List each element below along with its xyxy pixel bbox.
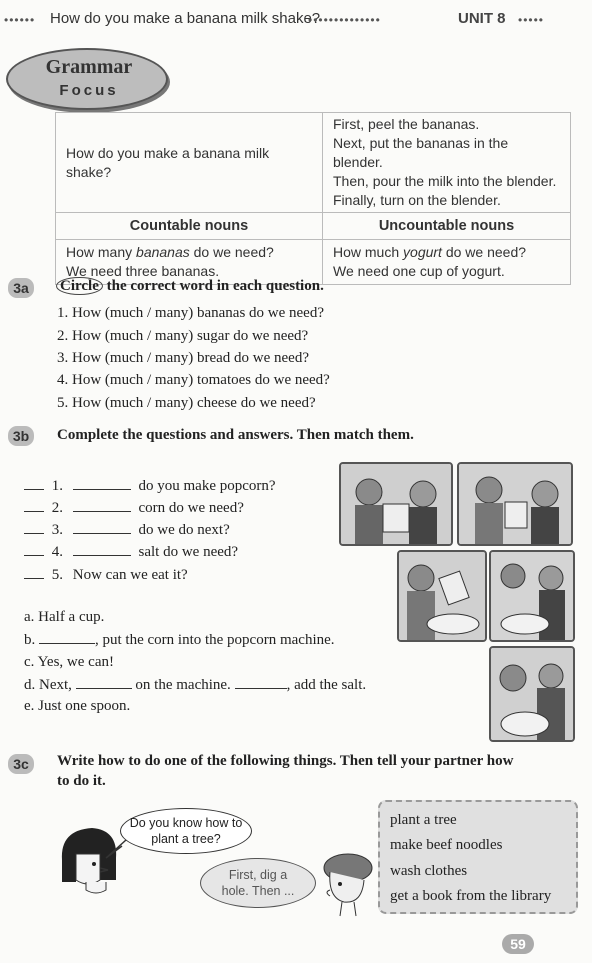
bubble2-line1: First, dig a: [228, 868, 288, 882]
uncountable-question: How much yogurt do we need?: [333, 244, 527, 260]
grammar-table: [55, 112, 571, 285]
uncountable-answer: We need one cup of yogurt.: [333, 263, 505, 279]
match-blank[interactable]: [24, 499, 44, 512]
adding-salt-illustration: [491, 552, 573, 640]
option-item: wash clothes: [390, 863, 468, 879]
circle-word: Circle: [56, 277, 103, 295]
uncountable-example: [323, 240, 571, 285]
question-3b-5: 5. Now can we eat it?: [24, 566, 188, 584]
word-blank[interactable]: [235, 676, 287, 689]
bubble1-line2: plant a tree?: [151, 832, 221, 846]
table-steps: [323, 113, 571, 213]
match-blank[interactable]: [24, 521, 44, 534]
header-title: How do you make a banana milk shake?: [50, 10, 321, 27]
instruction-3b: Complete the questions and answers. Then match them.: [57, 427, 414, 443]
comic-panel-5: [489, 646, 575, 742]
header-unit: UNIT 8: [458, 10, 506, 27]
bubble1-tail-icon: [104, 838, 128, 860]
step-4: Finally, turn on the blender.: [333, 192, 501, 208]
question-3a-1: 1. How (much / many) bananas do we need?: [57, 305, 324, 321]
grammar-focus-badge: [6, 48, 168, 110]
comic-panel-2: [457, 462, 573, 546]
countable-answer: We need three bananas.: [66, 263, 220, 279]
word-blank[interactable]: [73, 521, 131, 534]
countable-header: Countable nouns: [56, 213, 323, 240]
kids-with-corn-bag-illustration: [459, 464, 571, 544]
instruction-3a: Circle the correct word in each question.: [56, 278, 324, 295]
step-3: Then, pour the milk into the blender.: [333, 173, 557, 189]
match-blank[interactable]: [24, 543, 44, 556]
instruction-3c-line1: Write how to do one of the following things. Then tell your partner how: [57, 753, 514, 769]
question-3a-4: 4. How (much / many) tomatoes do we need?: [57, 372, 330, 388]
header-dots-right: •••••: [518, 13, 545, 27]
question-3a-5: 5. How (much / many) cheese do we need?: [57, 395, 316, 411]
header-dots-mid: ••••••••••••••: [308, 13, 381, 27]
answer-d: d. Next, on the machine. , add the salt.: [24, 677, 367, 693]
word-blank[interactable]: [73, 543, 131, 556]
uncountable-header: Uncountable nouns: [323, 213, 571, 240]
bubble1-line1: Do you know how to: [129, 816, 243, 830]
answer-a: a. Half a cup.: [24, 609, 105, 625]
kids-buying-corn-illustration: [341, 464, 451, 544]
word-blank[interactable]: [73, 499, 131, 512]
girl-illustration: [56, 824, 128, 898]
header-dots-left: ••••••: [4, 13, 36, 27]
option-item: plant a tree: [390, 812, 457, 828]
match-blank[interactable]: [24, 566, 44, 579]
speech-bubble-question: [120, 808, 252, 854]
comic-panel-3: [397, 550, 487, 642]
pouring-corn-illustration: [399, 552, 485, 640]
answer-e: e. Just one spoon.: [24, 698, 131, 714]
bubble2-line2: hole. Then ...: [221, 884, 295, 898]
option-item: get a book from the library: [390, 888, 552, 904]
comic-panel-1: [339, 462, 453, 546]
countable-question: How many bananas do we need?: [66, 244, 274, 260]
question-3b-1: 1. do you make popcorn?: [24, 477, 276, 495]
word-blank[interactable]: [39, 631, 95, 644]
eating-popcorn-illustration: [491, 648, 573, 740]
comic-panel-4: [489, 550, 575, 642]
marker-3a: 3a: [8, 278, 34, 298]
question-3b-3: 3. do we do next?: [24, 521, 230, 539]
question-3a-3: 3. How (much / many) bread do we need?: [57, 350, 309, 366]
badge-title: Grammar: [45, 56, 133, 78]
word-blank[interactable]: [76, 676, 132, 689]
speech-bubble-answer: [200, 858, 316, 908]
table-question: How do you make a banana milk shake?: [56, 113, 323, 213]
question-3a-2: 2. How (much / many) sugar do we need?: [57, 328, 309, 344]
match-blank[interactable]: [24, 477, 44, 490]
marker-3c: 3c: [8, 754, 34, 774]
instruction-3c-line2: to do it.: [57, 773, 106, 789]
option-item: make beef noodles: [390, 837, 503, 853]
answer-b: b. , put the corn into the popcorn machine.: [24, 632, 335, 648]
options-box: [378, 800, 578, 914]
badge-subtitle: Focus: [59, 82, 119, 99]
boy-illustration: [318, 850, 378, 918]
step-2: Next, put the bananas in the blender.: [333, 135, 509, 170]
question-3b-4: 4. salt do we need?: [24, 543, 238, 561]
question-3b-2: 2. corn do we need?: [24, 499, 244, 517]
word-blank[interactable]: [73, 477, 131, 490]
answer-c: c. Yes, we can!: [24, 654, 114, 670]
step-1: First, peel the bananas.: [333, 116, 480, 132]
page-number: 59: [502, 934, 534, 954]
marker-3b: 3b: [8, 426, 34, 446]
